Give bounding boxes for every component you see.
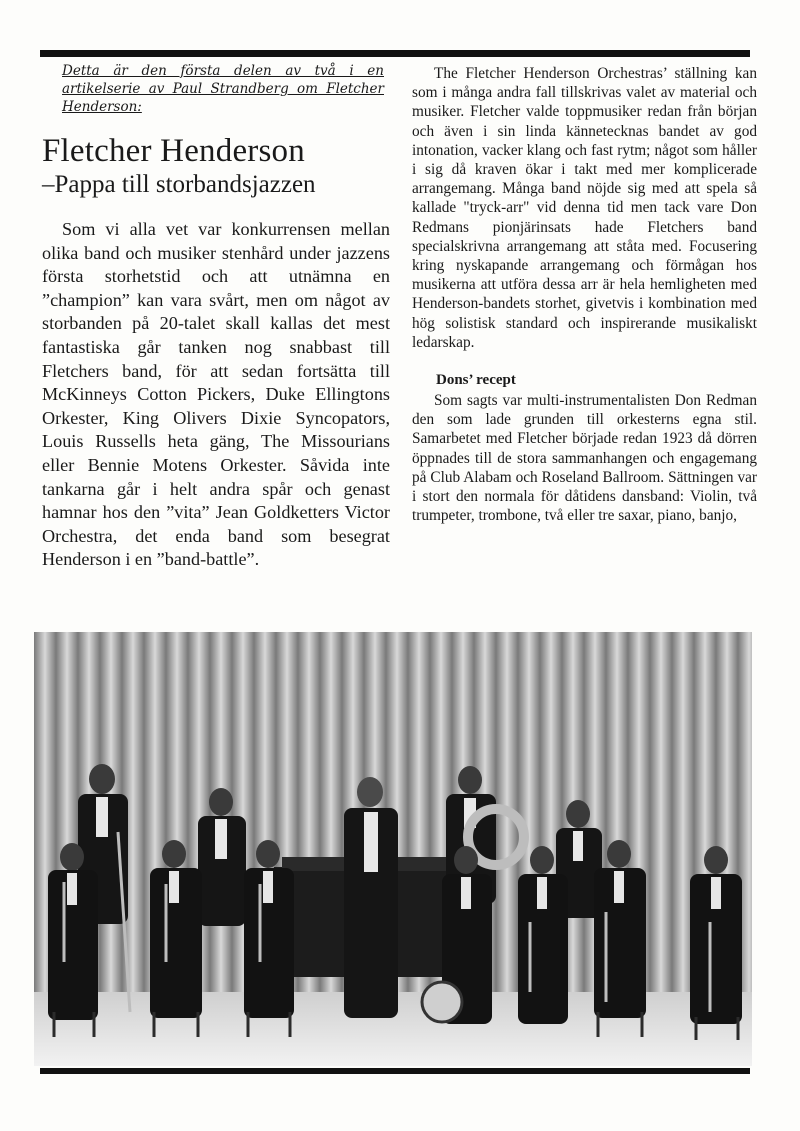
section-heading: Dons’ recept <box>436 372 516 389</box>
article-subtitle: –Pappa till storbandsjazzen <box>42 171 316 198</box>
article-title: Fletcher Henderson <box>42 133 305 169</box>
left-column <box>42 60 390 572</box>
body-paragraph-left: Som vi alla vet var konkurrensen mellan olika band och musiker stenhård under jazzens första storhetstid och att utnämna en ”champion” kan vara svårt, men om något av storbanden på 20-talet skall kallas det mest fantastiska går tanken nog snabbast till Fletchers band, för att sedan fortsätta till McKinneys Cotton Pickers, Duke Ellingtons Orkester, King Olivers Dixie Syncopators, Louis Russells heta gäng, The Missourians eller Bennie Motens Orkester. Såvida inte tankarna går i helt andra spår och genast hamnar hos den ”vita” Jean Goldketters Victor Orchestra, det enda band som besegrat Henderson i en ”band-battle”. <box>42 219 390 570</box>
series-intro: Detta är den första delen av två i en artikelserie av Paul Strandberg om Fletcher Henderson: <box>62 63 384 115</box>
top-rule <box>40 50 750 57</box>
band-photo-drawing <box>34 632 752 1066</box>
body-paragraph-right-1: The Fletcher Henderson Orchestras’ ställning kan som i många andra fall tillskrivas valet av material och musiker. Fletcher valde toppmusiker redan från början och även i sin linda kännetecknas bandet av god intonation, vacker klang och fast rytm; något som håller i sig då kraven ökar i takt med mer komplicerade arrangemang. Många band nöjde sig med att spela så kallade "tryck-arr" vid denna tid men tack vare Don Redmans pionjärinsats hade Fletchers band specialskrivna arrangemang att ståta med. Focusering kring nyskapande arrangemang och förmågan hos musikerna att utföra dessa arr är hela hemligheten med Henderson-bandets storhet, givetvis i kombination med hög solistisk standard och inspirerande musikaliskt ledarskap. <box>412 65 757 351</box>
bottom-rule <box>40 1068 750 1074</box>
body-paragraph-right-2: Som sagts var multi-instrumentalisten Don Redman den som lade grunden till orkesterns egna stil. Samarbetet med Fletcher började redan 1923 då dörren öppnades till de stora sammanhangen och engagemang på Club Alabam och Roseland Ballroom. Sättningen var i stort den normala för dåtidens dansband: Violin, två trumpeter, trombone, två eller tre saxar, piano, banjo, <box>412 392 757 525</box>
right-column <box>412 60 757 525</box>
band-photograph <box>34 632 752 1066</box>
